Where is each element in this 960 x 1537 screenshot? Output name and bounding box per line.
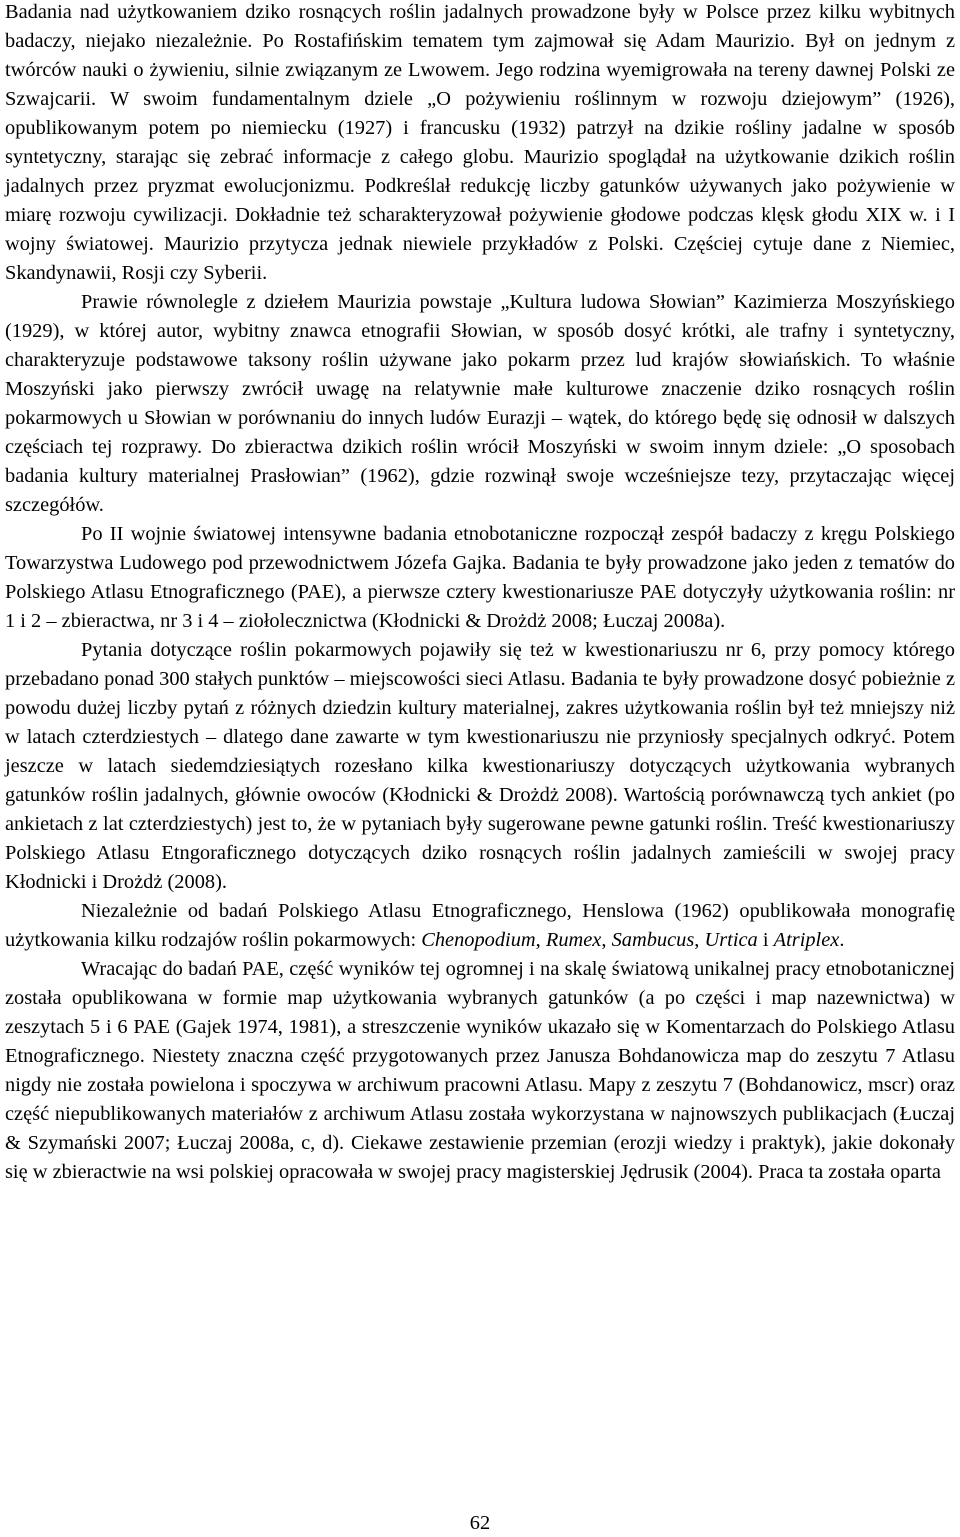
paragraph-gajek: Po II wojnie światowej intensywne badania etnobotaniczne rozpoczął zespół badaczy z kręgu Polskiego Towarzystwa Ludowego pod przewodnictwem Józefa Gajka. Badania te były prowadzone jako jeden z tematów do Polskiego Atlasu Etnograficznego (PAE), a pierwsze cztery kwestionariusze PAE dotyczyły użytkowania roślin: nr 1 i 2 – zbieractwa, nr 3 i 4 – ziołolecznictwa (Kłodnicki & Drożdż 2008; Łuczaj 2008a).: [5, 523, 955, 632]
genus-urtica: Urtica: [704, 929, 758, 951]
paragraph-maurizio: Badania nad użytkowaniem dziko rosnących roślin jadalnych prowadzone były w Polsce przez kilku wybitnych badaczy, niejako niezależnie. Po Rostafińskim tematem tym zajmował się Adam Maurizio. Był on jednym z twórców nauki o żywieniu, silnie związanym ze Lwowem. Jego rodzina wyemigrowała na tereny dawnej Polski ze Szwajcarii. W swoim fundamentalnym dziele „O pożywieniu roślinnym w rozwoju dziejowym” (1926), opublikowanym potem po niemiecku (1927) i francusku (1932) patrzył na dzikie rośliny jadalne w sposób syntetyczny, starając się zebrać informacje z całego globu. Maurizio spoglądał na użytkowanie dzikich roślin jadalnych przez pryzmat ewolucjonizmu. Podkreślał redukcję liczby gatunków używanych jako pożywienie w miarę rozwoju cywilizacji. Dokładnie też scharakteryzował pożywienie głodowe podczas klęsk głodu XIX w. i I wojny światowej. Maurizio przytycza jednak niewiele przykładów z Polski. Częściej cytuje dane z Niemiec, Skandynawii, Rosji czy Syberii.: [5, 1, 955, 284]
document-body: [5, 0, 955, 1187]
genus-rumex: Rumex: [545, 929, 602, 951]
page-number: 62: [469, 1512, 491, 1534]
genus-conjunction: i: [762, 929, 769, 951]
genus-atriplex: Atriplex: [773, 929, 840, 951]
henslowa-text: Niezależnie od badań Polskiego Atlasu Etnograficznego, Henslowa (1962) opublikowała monografię użytkowania kilku rodzajów roślin pokarmowych:: [5, 900, 955, 951]
paragraph-henslowa: [5, 897, 955, 955]
genus-separator: ,: [694, 929, 700, 951]
genus-separator: ,: [601, 929, 607, 951]
sentence-end: .: [839, 929, 845, 951]
paragraph-questionnaire: Pytania dotyczące roślin pokarmowych pojawiły się też w kwestionariuszu nr 6, przy pomocy którego przebadano ponad 300 stałych punktów – miejscowości sieci Atlasu. Badania te były prowadzone dosyć pobieżnie z powodu dużej liczby pytań z różnych dziedzin kultury materialnej, zakres użytkowania roślin był też mniejszy niż w latach czterdziestych – dlatego dane zawarte w tym kwestionariuszu nie przyniosły specjalnych odkryć. Potem jeszcze w latach siedemdziesiątych rozesłano kilka kwestionariuszy dotyczących użytkowania wybranych gatunków roślin jadalnych, głównie owoców (Kłodnicki & Drożdż 2008). Wartością porównawczą tych ankiet (po ankietach z lat czterdziestych) jest to, że w pytaniach były sugerowane pewne gatunki roślin. Treść kwestionariuszy Polskiego Atlasu Etngoraficznego dotyczących dziko rosnących roślin jadalnych zamieścili w swojej pracy Kłodnicki i Drożdż (2008).: [5, 639, 955, 893]
genus-sambucus: Sambucus: [611, 929, 695, 951]
genus-chenopodium: Chenopodium: [421, 929, 536, 951]
paragraph-pae-results: Wracając do badań PAE, część wyników tej ogromnej i na skalę światową unikalnej pracy etnobotanicznej została opublikowana w formie map użytkowania wybranych gatunków (a po części i map nazewnictwa) w zeszytach 5 i 6 PAE (Gajek 1974, 1981), a streszczenie wyników ukazało się w Komentarzach do Polskiego Atlasu Etnograficznego. Niestety znaczna część przygotowanych przez Janusza Bohdanowicza map do zeszytu 7 Atlasu nigdy nie została powielona i spoczywa w archiwum pracowni Atlasu. Mapy z zeszytu 7 (Bohdanowicz, mscr) oraz część niepublikowanych materiałów z archiwum Atlasu została wykorzystana w najnowszych publikacjach (Łuczaj & Szymański 2007; Łuczaj 2008a, c, d). Ciekawe zestawienie przemian (erozji wiedzy i praktyk), jakie dokonały się w zbieractwie na wsi polskiej opracowała w swojej pracy magisterskiej Jędrusik (2004). Praca ta została oparta: [5, 958, 955, 1183]
genus-separator: ,: [535, 929, 541, 951]
paragraph-moszynski: Prawie równolegle z dziełem Maurizia powstaje „Kultura ludowa Słowian” Kazimierza Moszyńskiego (1929), w której autor, wybitny znawca etnografii Słowian, w sposób dosyć krótki, ale trafny i syntetyczny, charakteryzuje podstawowe taksony roślin używane jako pokarm przez lud krajów słowiańskich. To właśnie Moszyński jako pierwszy zwrócił uwagę na relatywnie małe kulturowe znaczenie dziko rosnących roślin pokarmowych u Słowian w porównaniu do innych ludów Eurazji – wątek, do którego będę się odnosił w dalszych częściach tej rozprawy. Do zbieractwa dzikich roślin wrócił Moszyński w swoim innym dziele: „O sposobach badania kultury materialnej Prasłowian” (1962), gdzie rozwinął swoje wcześniejsze tezy, przytaczając więcej szczegółów.: [5, 291, 955, 516]
